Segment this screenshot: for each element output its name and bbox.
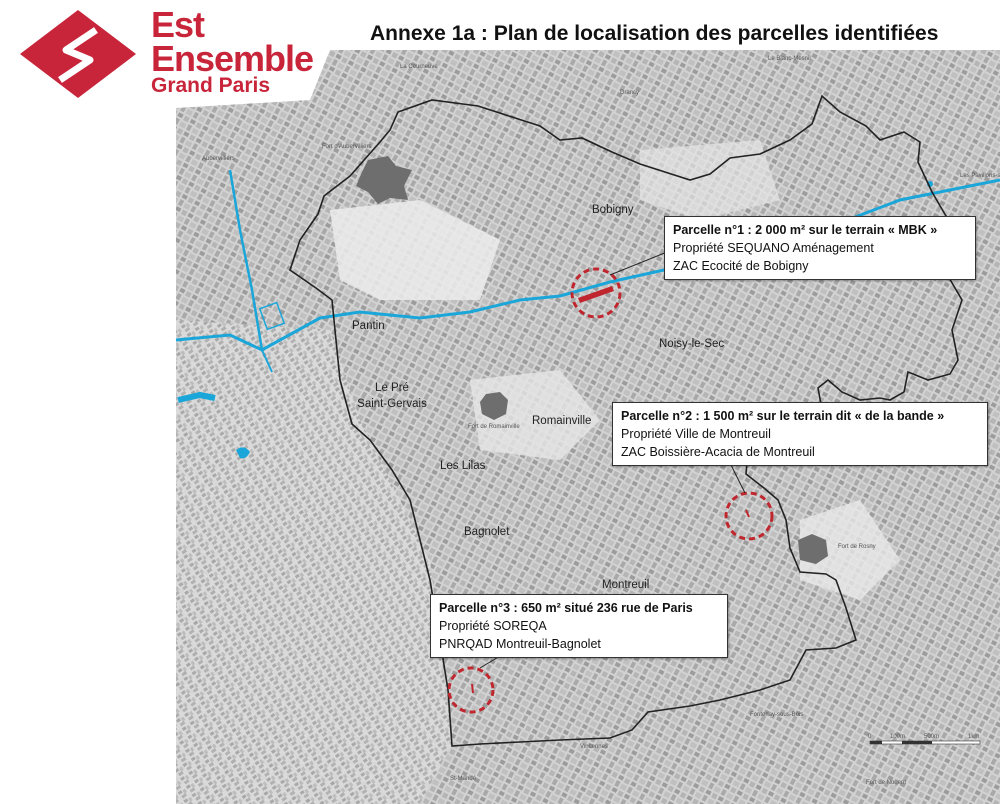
place-bagnolet: Bagnolet (464, 526, 510, 538)
parcel-2-title: Parcelle n°2 : 1 500 m² sur le terrain dit « de la bande » (621, 409, 945, 423)
brand-line-3: Grand Paris (151, 74, 271, 97)
place-drancy: Drancy (620, 90, 640, 96)
place-fort-rosny: Fort de Rosny (838, 544, 876, 550)
parcel-1-owner: Propriété SEQUANO Aménagement (673, 241, 874, 255)
place-romainville: Romainville (532, 415, 592, 427)
place-bobigny: Bobigny (592, 204, 634, 216)
parcel-3-callout (430, 594, 728, 658)
parcel-1-title: Parcelle n°1 : 2 000 m² sur le terrain « MBK » (673, 223, 938, 237)
brand-line-1: Est (151, 4, 205, 45)
scale-label-0: 0 (868, 734, 872, 740)
parcel-1-callout (664, 216, 976, 280)
parcel-3-zone: PNRQAD Montreuil-Bagnolet (439, 637, 601, 651)
place-fort-aubervilliers: Fort d'Aubervilliers (322, 144, 372, 150)
place-les-pavillons: Les Pavillons-s (960, 173, 1000, 179)
place-le-pre-line1: Le Pré (375, 382, 409, 394)
scale-label-500m: 500m (924, 734, 940, 740)
place-montreuil: Montreuil (602, 579, 650, 591)
parcel-2-zone: ZAC Boissière-Acacia de Montreuil (621, 445, 815, 459)
parcel-3-title: Parcelle n°3 : 650 m² situé 236 rue de Paris (439, 601, 693, 615)
place-vincennes: Vincennes (580, 744, 608, 750)
parcel-2-callout (612, 402, 988, 466)
map-margin (0, 100, 176, 804)
place-fort-romainville: Fort de Romainville (468, 424, 520, 430)
parcel-2-owner: Propriété Ville de Montreuil (621, 427, 771, 441)
scale-bar (868, 734, 983, 748)
parcel-3-owner: Propriété SOREQA (439, 619, 547, 633)
place-saint-mande: St-Mandé (450, 776, 477, 782)
place-fort-nogent: Fort de Nogent (866, 780, 907, 786)
parcel-1-zone: ZAC Ecocité de Bobigny (673, 259, 809, 273)
place-le-pre-line2: Saint-Gervais (357, 398, 427, 410)
scale-label-100m: 100m (890, 734, 906, 740)
page-title: Annexe 1a : Plan de localisation des parcelles identifiées (370, 22, 939, 45)
place-la-courneuve: La Courneuve (400, 64, 438, 70)
place-le-pre (352, 380, 432, 412)
brand-line-2: Ensemble (151, 38, 314, 79)
place-aubervilliers: Aubervilliers (202, 156, 235, 162)
place-fontenay: Fontenay-sous-Bois (750, 712, 804, 718)
scale-label-1km: 1km (968, 734, 980, 740)
place-noisy-le-sec: Noisy-le-Sec (659, 338, 725, 350)
place-pantin: Pantin (352, 320, 385, 332)
place-les-lilas: Les Lilas (440, 460, 486, 472)
place-le-blanc-mesnil: Le Blanc-Mesnil (768, 56, 811, 62)
